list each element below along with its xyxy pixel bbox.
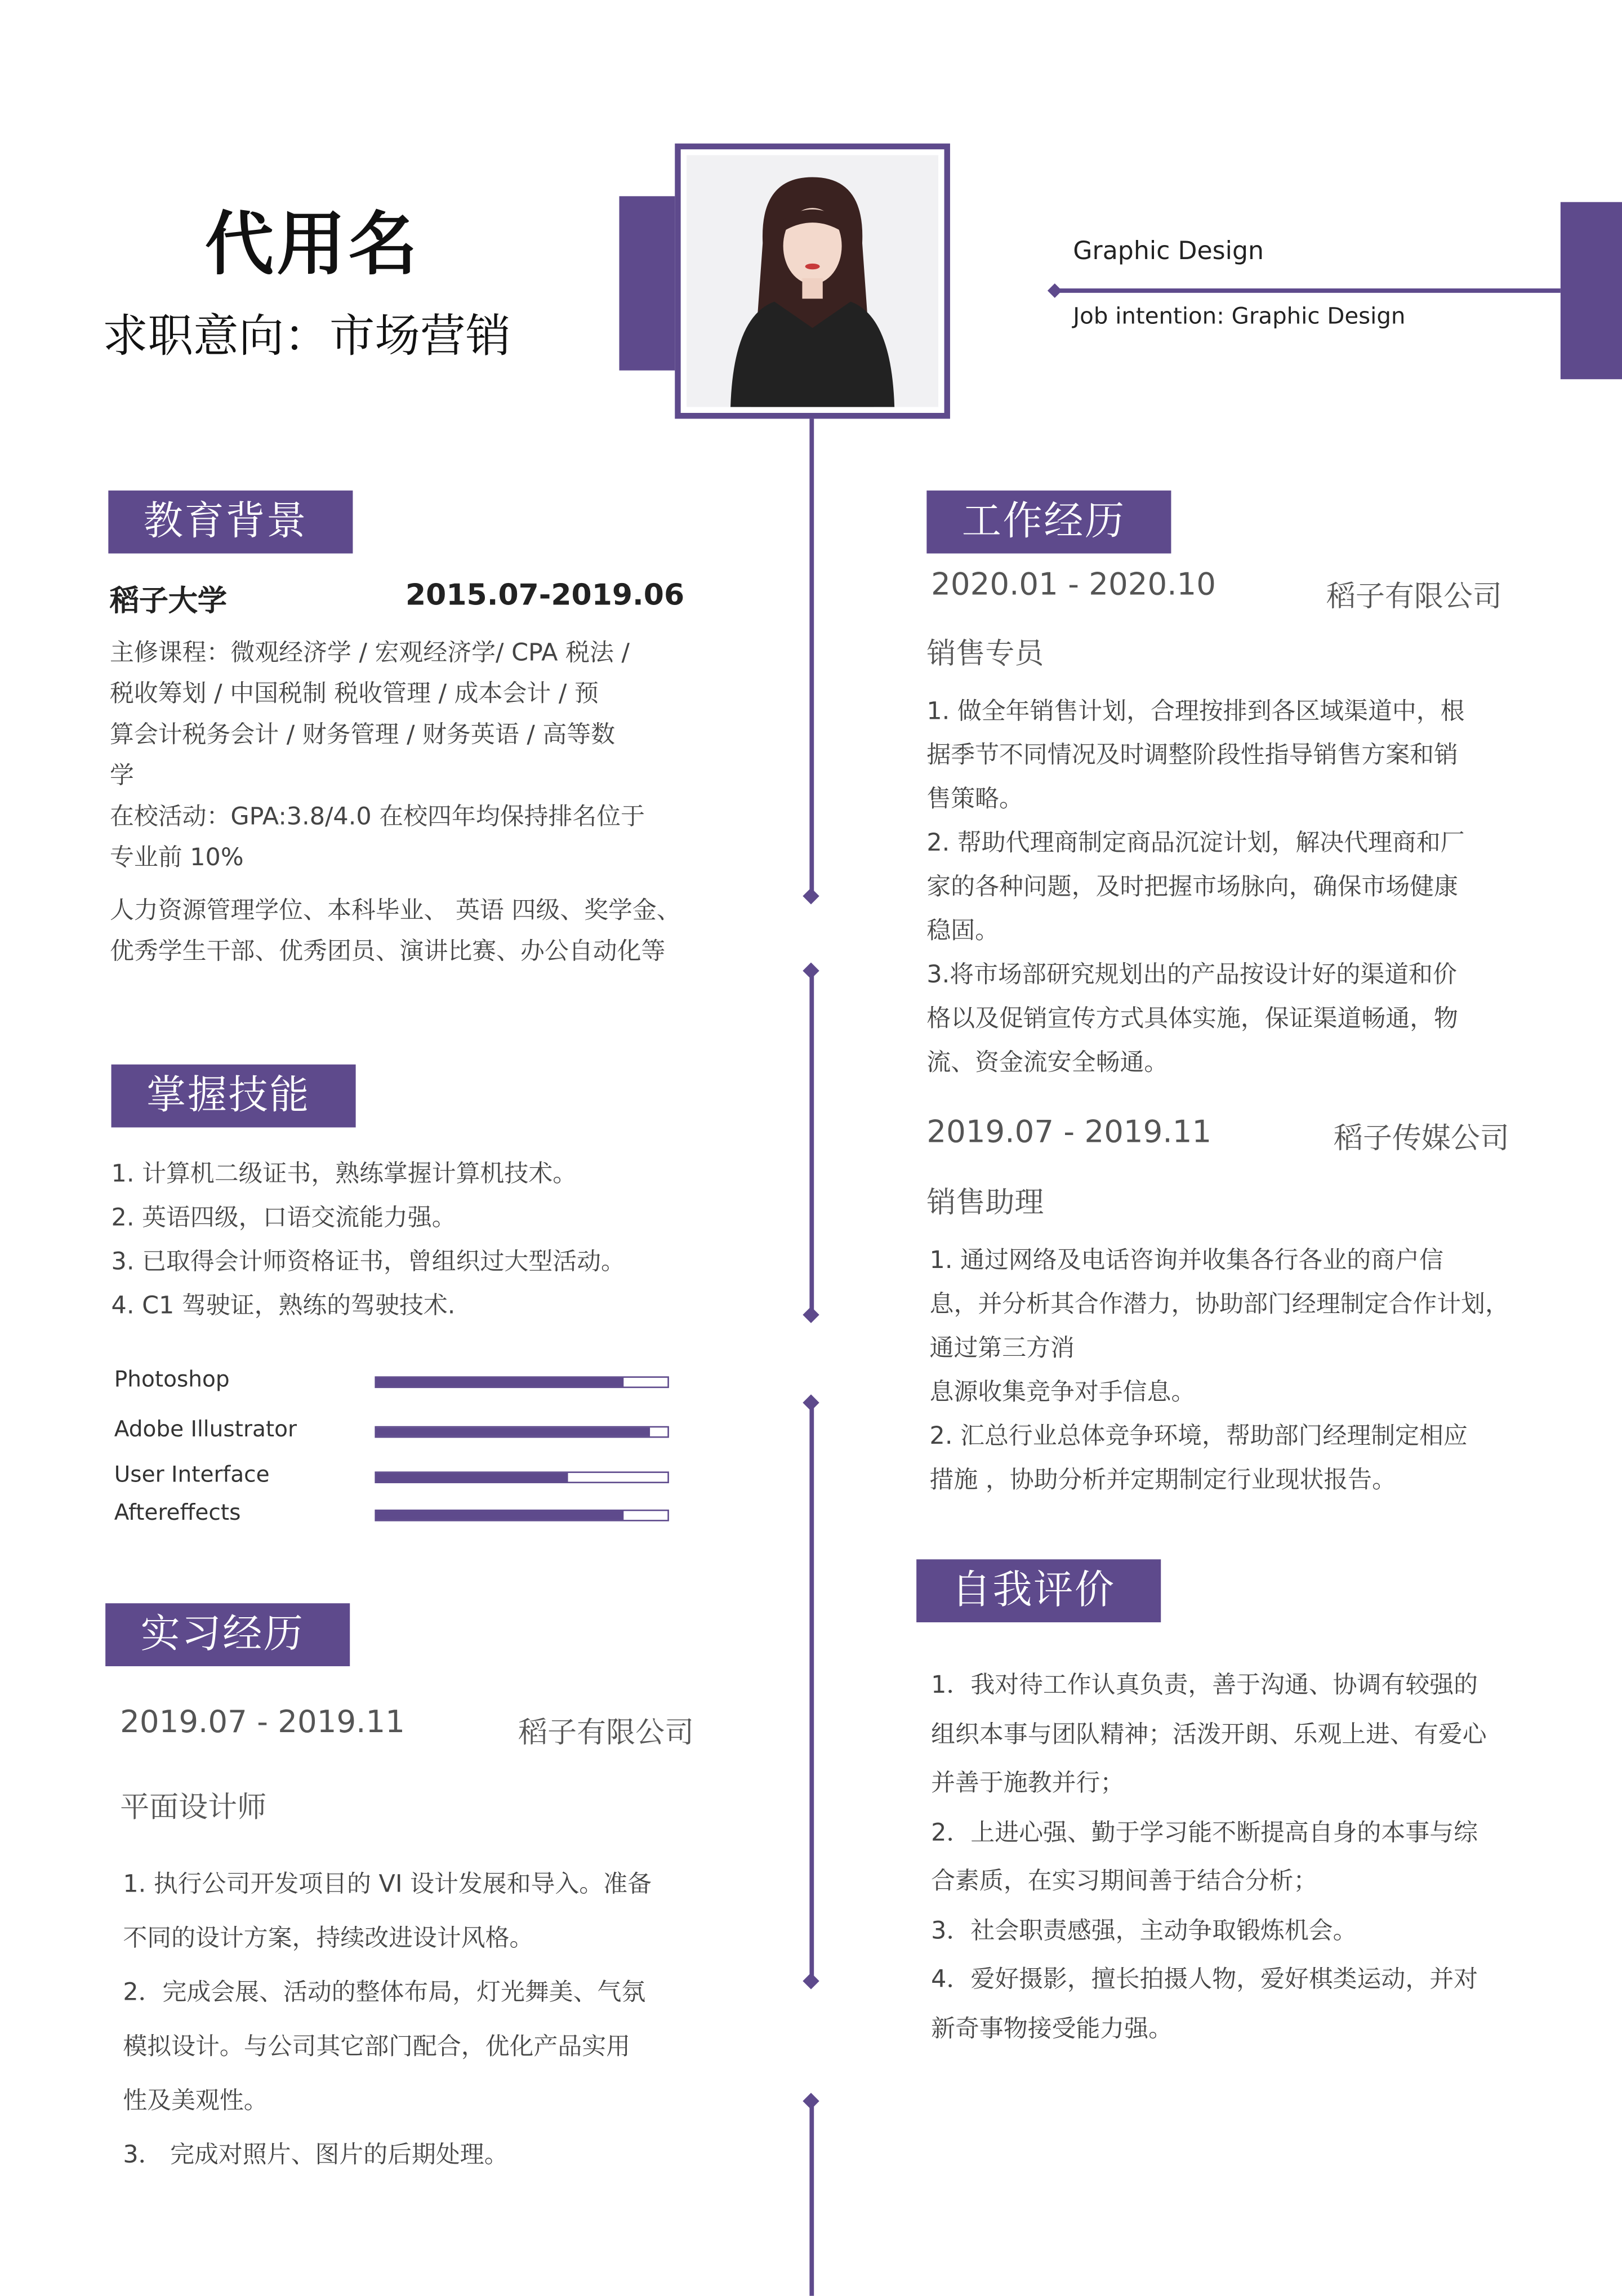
section-header-skills: 掌握技能 [112, 1065, 356, 1128]
section-header-work: 工作经历 [926, 491, 1171, 554]
text-line: 不同的设计方案，持续改进设计风格。 [123, 1924, 534, 1952]
skill-level-bar [375, 1471, 669, 1483]
job-role: 销售专员 [926, 635, 1044, 671]
photo-frame [675, 144, 950, 419]
text-line: 在校活动：GPA:3.8/4.0 在校四年均保持排名位于 [109, 802, 645, 830]
text-line: 新奇事物接受能力强。 [931, 2014, 1173, 2042]
text-line: 优秀学生干部、优秀团员、演讲比赛、办公自动化等 [109, 937, 666, 965]
education-period: 2015.07-2019.06 [406, 577, 685, 612]
internship-period: 2019.07 - 2019.11 [120, 1704, 405, 1739]
internship-role: 平面设计师 [120, 1789, 267, 1825]
decor-block-left [620, 196, 678, 370]
section-header-internship: 实习经历 [105, 1603, 350, 1666]
timeline-diamond [803, 888, 819, 904]
text-line: 据季节不同情况及时调整阶段性指导销售方案和销 [926, 741, 1458, 769]
text-line: 性及美观性。 [123, 2086, 268, 2115]
skill-level-bar [375, 1510, 669, 1521]
job-period: 2019.07 - 2019.11 [926, 1114, 1212, 1150]
text-line: 模拟设计。与公司其它部门配合，优化产品实用 [123, 2032, 630, 2061]
skill-level-bar [375, 1426, 669, 1438]
text-line: 1. 执行公司开发项目的 VI 设计发展和导入。准备 [123, 1870, 652, 1898]
text-line: 措施 ，协助分析并定期制定行业现状报告。 [929, 1465, 1397, 1494]
text-line: 合素质，在实习期间善于结合分析； [931, 1867, 1318, 1895]
text-line: 3. 已取得会计师资格证书，曾组织过大型活动。 [111, 1247, 625, 1275]
school-name: 稻子大学 [109, 582, 227, 618]
text-line: 1．我对待工作认真负责，善于沟通、协调有较强的 [931, 1670, 1478, 1699]
text-line: 稳固。 [926, 916, 1000, 945]
text-line: 算会计税务会计 / 财务管理 / 财务英语 / 高等数 [109, 720, 616, 749]
text-line: 2．完成会展、活动的整体布局，灯光舞美、气氛 [123, 1978, 646, 2006]
text-line: 2. 英语四级，口语交流能力强。 [111, 1203, 456, 1232]
section-header-self-evaluation: 自我评价 [916, 1559, 1161, 1622]
text-line: 4. C1 驾驶证，熟练的驾驶技术. [111, 1291, 456, 1319]
timeline-line [809, 969, 814, 1315]
skill-label: Adobe Illustrator [114, 1416, 297, 1443]
text-line: 学 [109, 761, 134, 790]
skill-label: Aftereffects [114, 1499, 241, 1526]
divider-diamond [1048, 283, 1062, 298]
skill-label: User Interface [114, 1461, 270, 1488]
job-company: 稻子传媒公司 [1333, 1120, 1509, 1155]
text-line: 售策略。 [926, 785, 1023, 813]
timeline-line [809, 2099, 814, 2295]
text-line: 家的各种问题，及时把握市场脉向，确保市场健康 [926, 873, 1458, 901]
skill-level-fill [376, 1427, 650, 1436]
section-header-education: 教育背景 [108, 491, 353, 554]
text-line: 税收筹划 / 中国税制 税收管理 / 成本会计 / 预 [109, 679, 599, 708]
skill-level-fill [376, 1473, 568, 1482]
job-intention: 求职意向：市场营销 [102, 310, 511, 363]
text-line: 人力资源管理学位、本科毕业、 英语 四级、奖学金、 [109, 896, 681, 924]
timeline-line [809, 1401, 814, 1981]
text-line: 1. 做全年销售计划，合理按排到各区域渠道中，根 [926, 697, 1465, 725]
text-line: 并善于施教并行； [931, 1768, 1125, 1797]
text-line: 组织本事与团队精神；活泼开朗、乐观上进、有爱心 [931, 1719, 1487, 1748]
text-line: 2. 汇总行业总体竞争环境，帮助部门经理制定相应 [929, 1421, 1468, 1450]
skill-label: Photoshop [114, 1366, 230, 1392]
skill-level-fill [376, 1378, 624, 1387]
timeline-diamond [803, 1973, 819, 1989]
text-line: 流、资金流安全畅通。 [926, 1048, 1169, 1076]
timeline-line [809, 419, 814, 896]
text-line: 4．爱好摄影，擅长拍摄人物，爱好棋类运动，并对 [931, 1965, 1478, 1993]
en-intention: Job intention: Graphic Design [1073, 303, 1406, 330]
timeline-diamond [803, 1306, 819, 1323]
internship-company: 稻子有限公司 [518, 1714, 694, 1750]
text-line: 2. 帮助代理商制定商品沉淀计划，解决代理商和厂 [926, 829, 1465, 857]
text-line: 3．社会职责感强，主动争取锻炼机会。 [931, 1916, 1357, 1944]
header-divider [1054, 288, 1560, 293]
text-line: 3.将市场部研究规划出的产品按设计好的渠道和价 [926, 960, 1457, 989]
skill-level-fill [376, 1511, 624, 1520]
text-line: 主修课程：微观经济学 / 宏观经济学/ CPA 税法 / [109, 638, 630, 666]
text-line: 息，并分析其合作潜力，协助部门经理制定合作计划， [929, 1289, 1509, 1318]
decor-block-right [1561, 202, 1622, 380]
text-line: 1. 计算机二级证书，熟练掌握计算机技术。 [111, 1159, 577, 1188]
name: 代用名 [204, 204, 420, 286]
job-role: 销售助理 [926, 1184, 1044, 1220]
skill-level-bar [375, 1376, 669, 1388]
text-line: 2．上进心强、勤于学习能不断提高自身的本事与综 [931, 1818, 1478, 1846]
profile-photo [687, 155, 938, 407]
text-line: 专业前 10% [109, 843, 244, 871]
job-period: 2020.01 - 2020.10 [931, 566, 1216, 602]
text-line: 格以及促销宣传方式具体实施，保证渠道畅通，物 [926, 1004, 1458, 1033]
text-line: 1. 通过网络及电话咨询并收集各行各业的商户信 [929, 1246, 1443, 1274]
job-company: 稻子有限公司 [1326, 578, 1502, 614]
text-line: 息源收集竞争对手信息。 [929, 1377, 1196, 1406]
text-line: 通过第三方消 [929, 1333, 1075, 1362]
text-line: 3． 完成对照片、图片的后期处理。 [123, 2141, 509, 2169]
en-title: Graphic Design [1073, 237, 1264, 267]
